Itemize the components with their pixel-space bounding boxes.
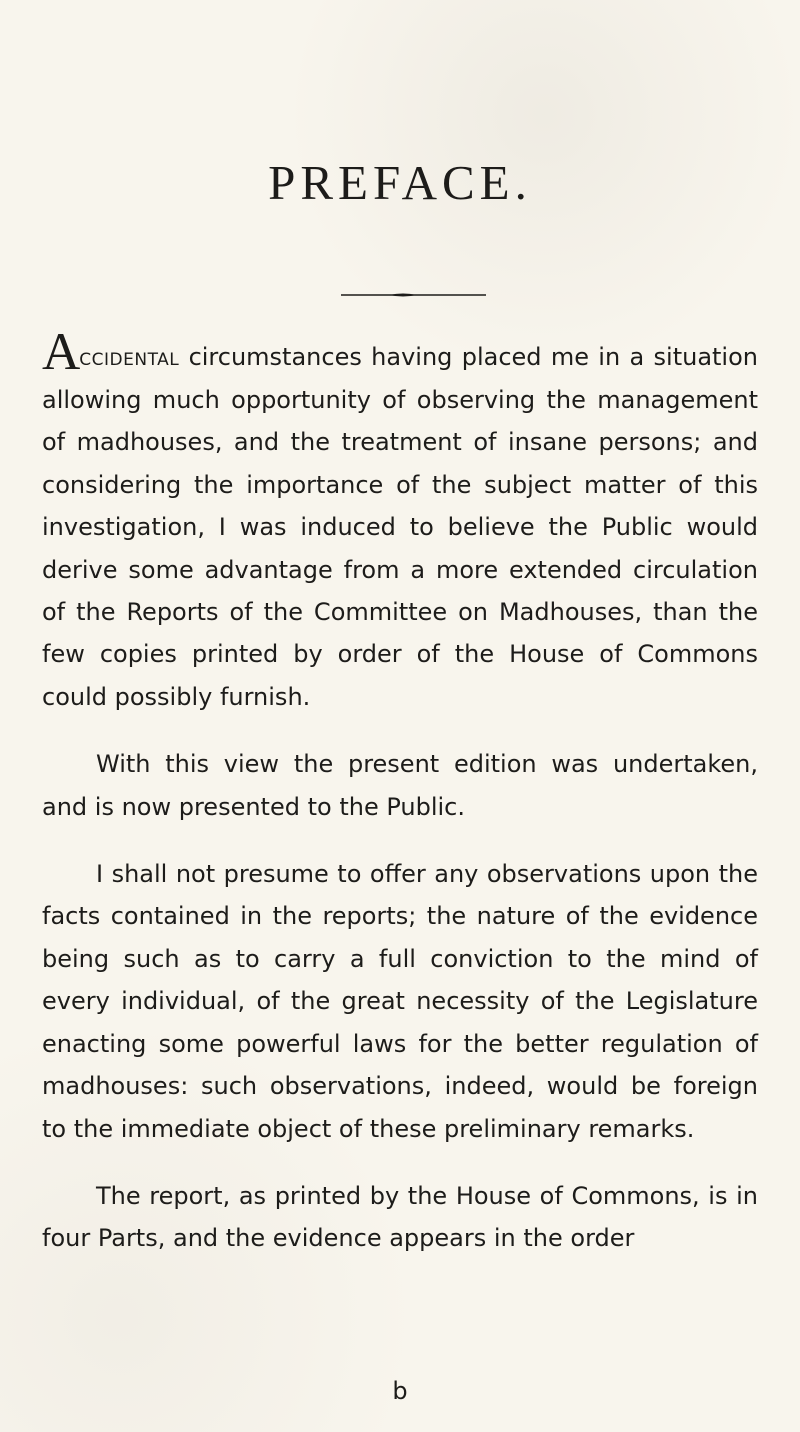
drop-cap: A xyxy=(42,323,80,381)
ornamental-rule xyxy=(341,292,486,298)
small-caps-word: ccidental xyxy=(79,343,180,371)
preface-body xyxy=(42,323,758,1260)
paragraph-4: The report, as printed by the House of Commons, is in four Parts, and the evidence appears in the order xyxy=(42,1181,758,1253)
paragraph-1 xyxy=(42,323,758,718)
paragraph-1-text: circumstances having placed me in a situation allowing much opportunity of observing the management of madhouses, and the treatment of insane persons; and considering the importance of the subject matter of this investigation, I was induced to believe the Public would derive some advantage from a more extended circulation of the Reports of the Committee on Madhouses, than the few copies printed by order of the House of Commons could possibly furnish. xyxy=(42,343,758,711)
page-title: PREFACE. xyxy=(268,155,532,210)
paragraph-3: I shall not presume to offer any observations upon the facts contained in the reports; the nature of the evidence being such as to carry a full conviction to the mind of every individual, of the great necessity of the Legislature enacting some powerful laws for the better regulation of madhouses: such observations, indeed, would be foreign to the immediate object of these preliminary remarks. xyxy=(42,860,758,1143)
paragraph-2: With this view the present edition was undertaken, and is now presented to the Public. xyxy=(42,750,758,821)
signature-mark: b xyxy=(392,1377,408,1405)
